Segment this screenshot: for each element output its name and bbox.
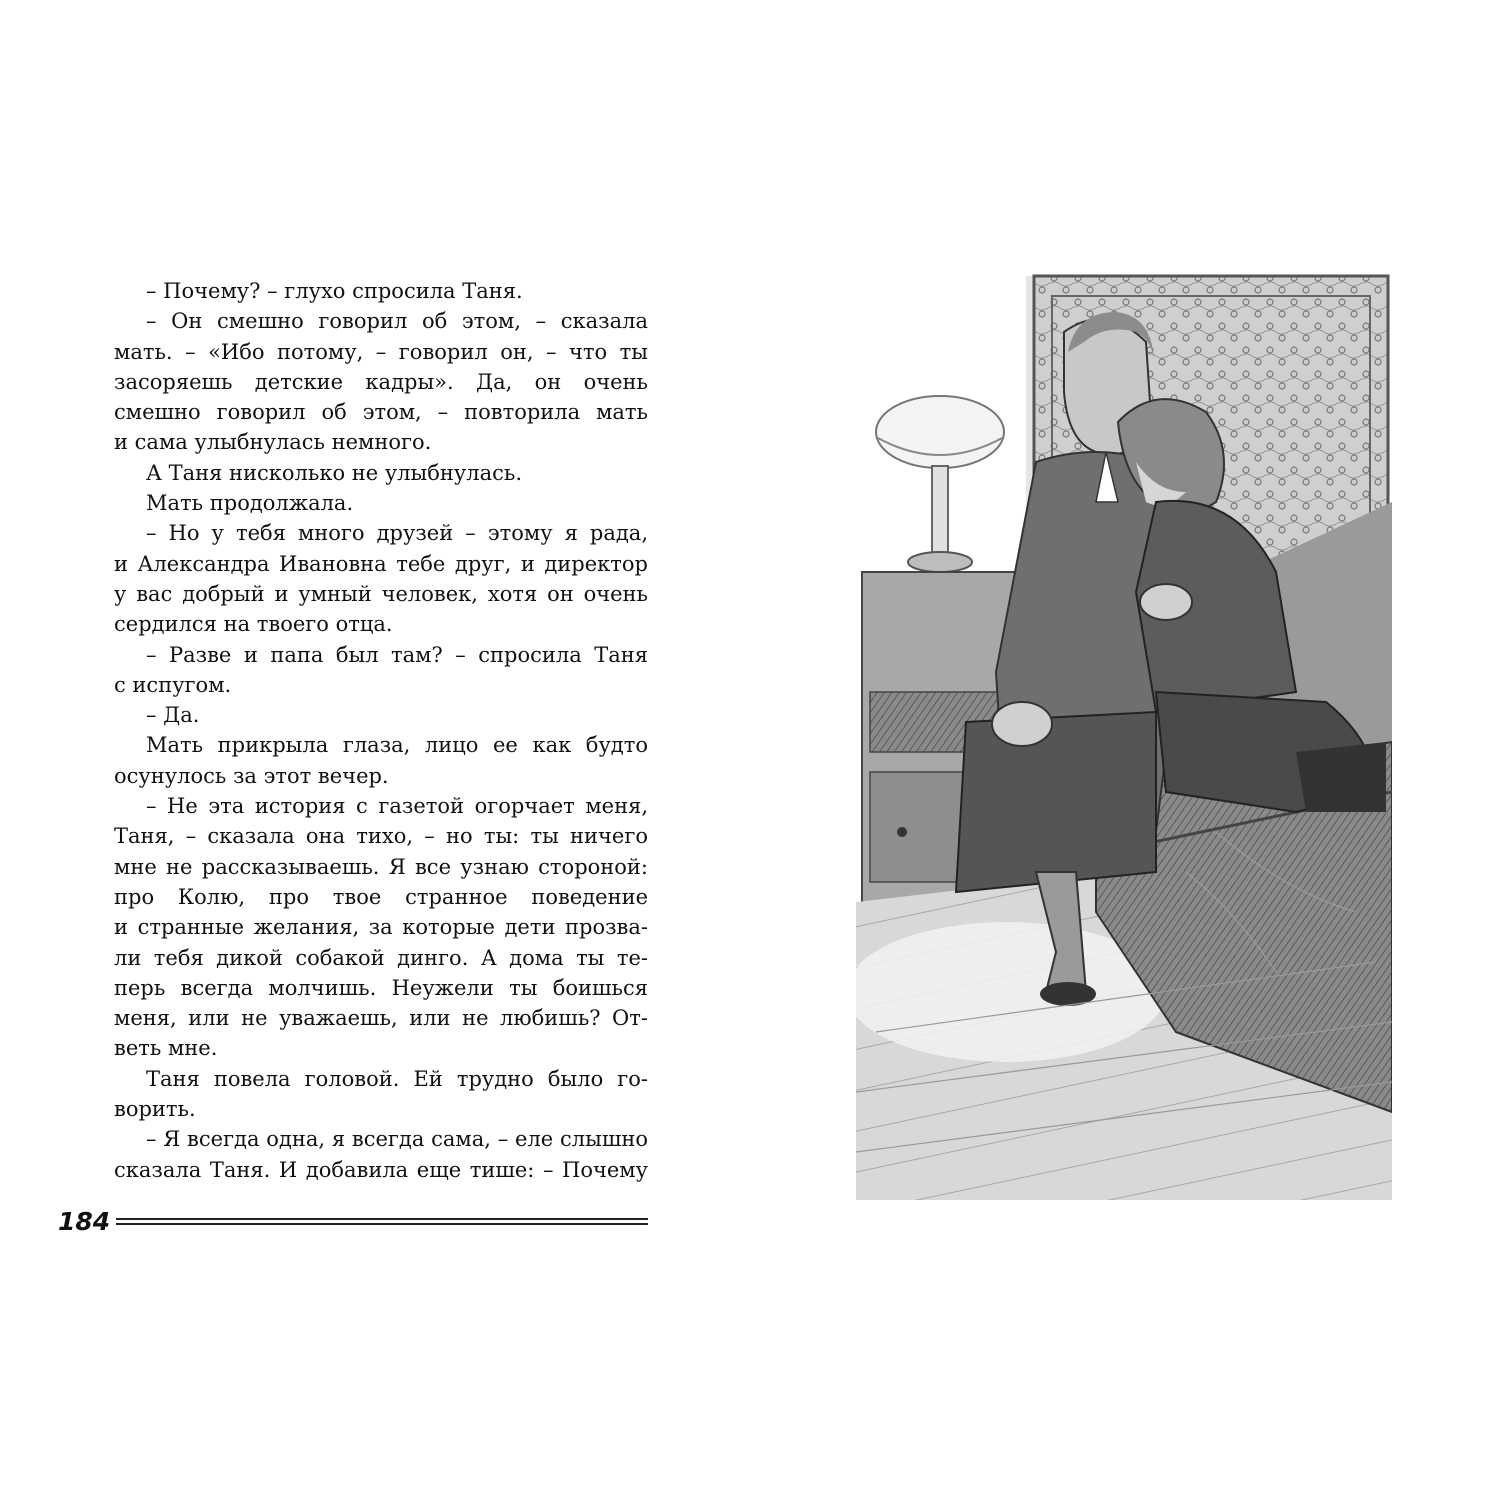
page-number: 184 bbox=[58, 1207, 111, 1236]
text-line: про Колю, про твое странное поведение bbox=[114, 884, 648, 909]
text-line: мать. – «Ибо потому, – говорил он, – что ты bbox=[114, 339, 648, 364]
text-line: и Александра Ивановна тебе друг, и директор bbox=[114, 551, 648, 576]
text-line: ворить. bbox=[114, 1097, 196, 1122]
body-text bbox=[114, 276, 648, 1185]
text-line: – Разве и папа был там? – спросила Таня bbox=[146, 642, 648, 667]
page-footer bbox=[58, 1206, 650, 1238]
text-line: – Но у тебя много друзей – этому я рада, bbox=[146, 521, 648, 546]
text-line: – Он смешно говорил об этом, – сказала bbox=[146, 309, 648, 334]
text-line: – Я всегда одна, я всегда сама, – еле слышно bbox=[146, 1127, 648, 1152]
text-line: ли тебя дикой собакой динго. А дома ты те- bbox=[114, 945, 648, 970]
text-line: Мать прикрыла глаза, лицо ее как будто bbox=[146, 733, 648, 758]
footer-rule bbox=[116, 1218, 648, 1225]
text-line: у вас добрый и умный человек, хотя он очень bbox=[114, 581, 648, 606]
text-line: и странные желания, за которые дети прозва- bbox=[114, 915, 648, 940]
text-line: засоряешь детские кадры». Да, он очень bbox=[114, 369, 648, 394]
text-line: – Не эта история с газетой огорчает меня, bbox=[146, 794, 648, 819]
illustration-mother-and-daughter bbox=[856, 272, 1392, 1200]
text-line: смешно говорил об этом, – повторила мать bbox=[114, 400, 648, 425]
text-line: А Таня нисколько не улыбнулась. bbox=[146, 460, 523, 485]
illustration bbox=[856, 272, 1392, 1200]
text-line: перь всегда молчишь. Неужели ты боишься bbox=[114, 975, 648, 1000]
text-line: веть мне. bbox=[114, 1036, 218, 1061]
text-line: меня, или не уважаешь, или не любишь? От- bbox=[114, 1006, 648, 1031]
text-line: Мать продолжала. bbox=[146, 491, 354, 516]
text-line: Таня повела головой. Ей трудно было го- bbox=[146, 1066, 648, 1091]
text-line: сказала Таня. И добавила еще тише: – Почему bbox=[114, 1157, 648, 1182]
text-line: сердился на твоего отца. bbox=[114, 612, 393, 637]
text-line: – Да. bbox=[146, 703, 200, 728]
text-line: – Почему? – глухо спросила Таня. bbox=[146, 279, 523, 303]
text-line: и сама улыбнулась немного. bbox=[114, 430, 432, 455]
text-line: осунулось за этот вечер. bbox=[114, 763, 389, 788]
text-line: Таня, – сказала она тихо, – но ты: ты ничего bbox=[114, 824, 648, 849]
text-line: с испугом. bbox=[114, 672, 232, 697]
text-line: мне не рассказываешь. Я все узнаю стороной: bbox=[114, 854, 648, 879]
